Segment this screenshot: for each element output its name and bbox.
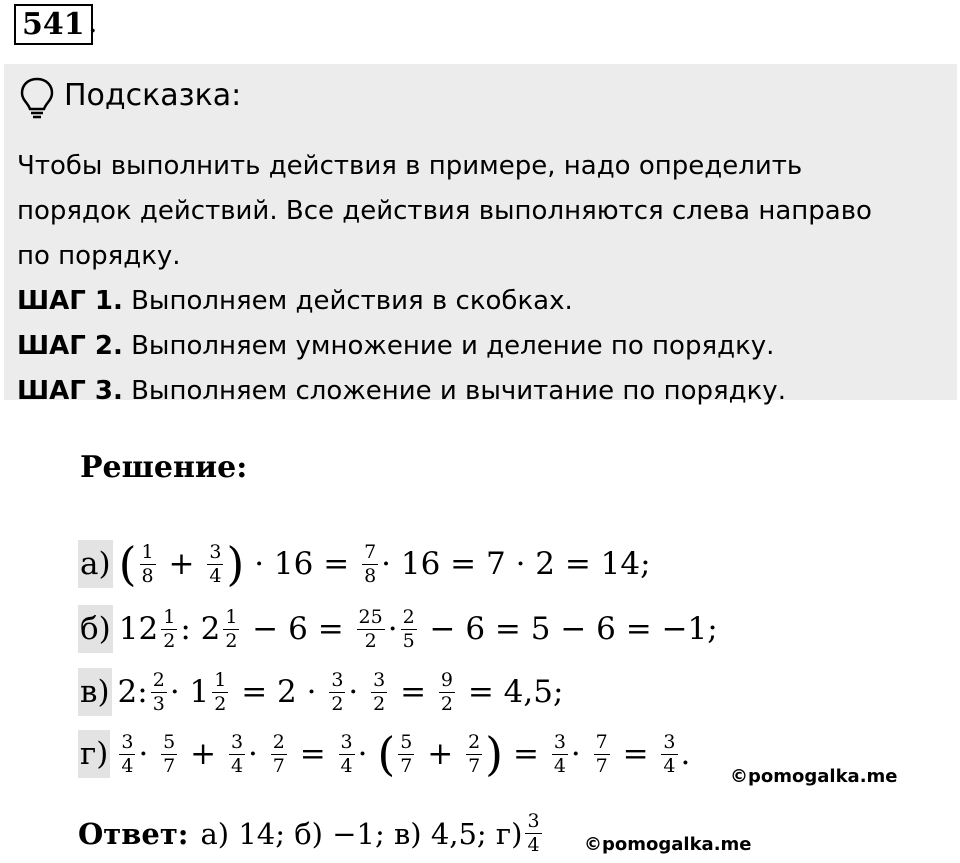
lightbulb-icon: [18, 76, 56, 120]
answer-label: Ответ:: [78, 816, 189, 851]
solution-line-d: г) $\frac{3}{4}$ · $\frac{5}{7}$ + $\frac{3}{4}$ · $\frac{2}{7}$ = $\frac{3}{4}$ · ( $\frac{5}{7}$ + $\frac{2}{7}$ ) = $\frac{3}{4}$ · $\frac{7}{7}$ = $\frac{3}{4}$ .: [80, 727, 691, 781]
solution-title: Решение:: [80, 450, 248, 485]
task-number: 541: [14, 4, 93, 45]
step-label: ШАГ 1.: [17, 286, 123, 316]
item-label: в): [78, 668, 112, 716]
item-label: а): [78, 540, 113, 588]
step-text: Выполняем сложение и вычитание по порядку.: [122, 376, 786, 406]
watermark-bottom: ©pomogalka.me: [584, 834, 752, 855]
answer-denominator: 4: [527, 834, 540, 856]
step-label: ШАГ 3.: [17, 376, 123, 406]
watermark: ©pomogalka.me: [730, 766, 898, 787]
hint-title: Подсказка:: [64, 78, 242, 113]
item-label: б): [78, 605, 113, 653]
step-text: Выполняем умножение и деление по порядку.: [122, 331, 775, 361]
hint-box: [4, 64, 957, 406]
hint-step-1: [17, 279, 952, 324]
step-text: Выполняем действия в скобках.: [122, 286, 573, 316]
hint-text: [17, 144, 952, 414]
hint-paragraph-line: Чтобы выполнить действия в примере, надо определить: [17, 151, 803, 181]
answer-numerator: 3: [527, 810, 540, 832]
answer-line: [78, 812, 545, 855]
hint-step-3: [17, 369, 952, 414]
hint-paragraph-line: порядок действий. Все действия выполняются слева направо: [17, 196, 872, 226]
hint-step-2: [17, 324, 952, 369]
answer-final-fraction: [525, 812, 541, 855]
task-number-dot: .: [88, 5, 98, 40]
solution-line-c: в) 2: $\frac{2}{3}$ · 1 $\frac{1}{2}$ = 2 · $\frac{3}{2}$ · $\frac{3}{2}$ = $\frac{9}{2}$ = 4,5;: [80, 668, 564, 715]
solution-line-a: а) ( $\frac{1}{8}$ + $\frac{3}{4}$ ) · 16 = $\frac{7}{8}$ · 16 = 7 · 2 = 14;: [80, 537, 651, 591]
item-label: г): [78, 730, 110, 778]
step-label: ШАГ 2.: [17, 331, 123, 361]
answer-values: а) 14; б) −1; в) 4,5; г): [200, 816, 523, 851]
hint-paragraph-line: по порядку.: [17, 241, 181, 271]
solution-line-b: б) 12 $\frac{1}{2}$ : 2 $\frac{1}{2}$ − 6 = $\frac{25}{2}$ · $\frac{2}{5}$ − 6 = 5 − 6 = −1;: [80, 605, 718, 652]
